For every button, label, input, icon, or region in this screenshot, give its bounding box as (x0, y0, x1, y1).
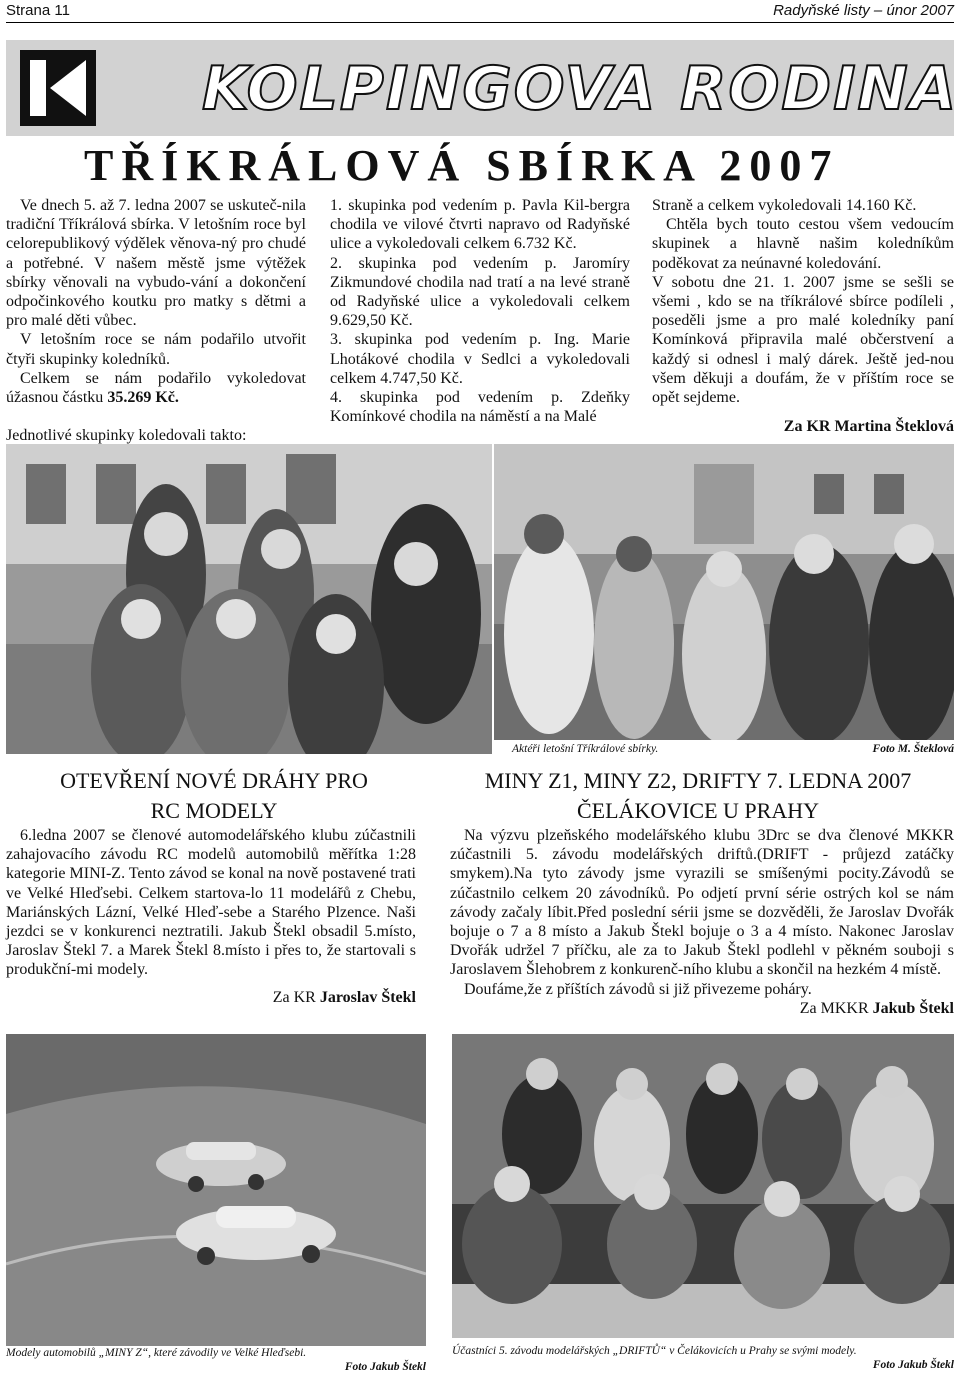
photo-caption (452, 1344, 954, 1372)
photo-rc-cars (6, 1034, 426, 1346)
journal-issue: Radyňské listy – únor 2007 (773, 2, 954, 19)
paragraph: 4. skupinka pod vedením p. Zdeňky Komínkové chodila na náměstí a na Malé (330, 389, 630, 426)
photo-carolers-group (6, 444, 492, 754)
paragraph: Chtěla bych touto cestou všem vedoucím skupinek a hlavně našim koledníkům poděkovat za neúnavné koledování. (652, 216, 954, 272)
article1-column3 (652, 196, 954, 436)
paragraph: V letošním roce se nám podařilo utvořit čtyři skupinky koledníků. (6, 331, 306, 368)
article-title: TŘÍKRÁLOVÁ SBÍRKA 2007 (84, 141, 840, 190)
section-name: KOLPINGOVA RODINA (202, 54, 959, 124)
paragraph: Ve dnech 5. až 7. ledna 2007 se uskuteč-nila tradiční Tříkrálová sbírka. V letošním roce byl celorepublikový výdělek věnova-ný pro chudé a potřebné. V našem městě jsme výtěžek sbírky věnovali na vybudo-vání a dokončení odpočinkového koutku pro matky s dětmi a pro malé děti vůbec. (6, 197, 306, 330)
caption-text: Modely automobilů „MINY Z“, které závodily ve Velké Hleďsebi. (6, 1347, 307, 1359)
paragraph: Na výzvu plzeňského modelářského klubu 3Drc se dva členové MKKR zúčastnili 5. závodu modelářských driftů.(DRIFT - průjezd zatáčky smykem).Na tyto závody jsme vyrazili se smíšenými pocity.Závodů se zúčastnilo celkem 20 závodníků. Po odjetí první série ostrých kol se nám závody začaly líbit.Před poslední sérii jsme se dozvěděli, že Jaroslav Dvořák bojuje o 7 a 8 místo a Jakub Štekl bojuje o 3 a 4 místo. Nakonec Jaroslav Dvořák udržel 7 příčku, ale za to Jakub Štekl podlehl v pěkném souboji s Jaroslavem Šlehobrem z konkurenč-ního klubu a skončil na hezkém 4 místě. (450, 827, 954, 979)
caption-text: Účastníci 5. závodu modelářských „DRIFTŮ“ v Čelákovicích u Prahy se svými modely. (452, 1345, 857, 1357)
photo-credit: Foto Jakub Štekl (344, 1361, 426, 1373)
page-number: Strana 11 (6, 2, 70, 19)
paragraph: Doufáme,že z příštích závodů si již přivezeme poháry. (464, 980, 812, 998)
photo-credit: Foto Jakub Štekl (872, 1359, 954, 1371)
signature: Za KR Jaroslav Štekl (272, 988, 416, 1006)
running-header (6, 0, 954, 23)
kolping-logo (20, 50, 96, 126)
photo-carolers-street (494, 444, 954, 740)
article3-body (450, 826, 954, 1018)
photo-caption (6, 1346, 426, 1372)
article2-body (6, 826, 416, 1007)
article3-title: MINY Z1, MINY Z2, DRIFTY 7. LEDNA 2007 ČELÁKOVICE U PRAHY (484, 768, 912, 823)
article1-column2 (330, 196, 630, 426)
total-amount: 35.269 Kč. (107, 389, 179, 407)
paragraph: 3. skupinka pod vedením p. Ing. Marie Lhotákové chodila v Sedlci a vykoledovali celkem 4.747,50 Kč. (330, 331, 630, 387)
caption-text: Aktéři letošní Tříkrálové sbírky. (512, 743, 659, 755)
paragraph: Straně a celkem vykoledovali 14.160 Kč. (652, 197, 917, 214)
photo-credit: Foto M. Šteklová (872, 743, 954, 755)
signature: Za KR Martina Šteklová (783, 418, 954, 436)
photo-caption (512, 742, 954, 756)
article2-title: OTEVŘENÍ NOVÉ DRÁHY PRO RC MODELY (60, 768, 368, 823)
section-banner (6, 40, 959, 136)
paragraph: Celkem se nám podařilo vykoledovat úžasnou částku 35.269 Kč. (6, 369, 306, 407)
paragraph: Jednotlivé skupinky koledovali takto: (6, 427, 247, 445)
paragraph: 2. skupinka pod vedením p. Jaromíry Zikmundové chodila nad tratí a na levé straně od Radyňské ulice a vykoledovali celkem 9.629,50 Kč. (330, 254, 630, 330)
paragraph: 1. skupinka pod vedením p. Pavla Kil-bergra chodila ve vilové čtvrti napravo od Radyňské ulice a vykoledovali celkem 6.732 Kč. (330, 197, 630, 253)
signature: Za MKKR Jakub Štekl (799, 999, 954, 1017)
paragraph: V sobotu dne 21. 1. 2007 jsme se sešli se všemi , kdo se na tříkrálové sbírce podíleli , poseděli jsme a pro malé koledníky paní Komínková připravila malé občerstvení a každý si odnesl i malý dárek. Ještě jed-nou všem děkuji a doufám, že v příštím roce se opět sejdeme. (652, 273, 954, 407)
photo-drift-participants (452, 1034, 954, 1338)
paragraph: 6.ledna 2007 se členové automodelářského klubu zúčastnili zahajovacího závodu RC modelů automobilů měřítka 1:28 kategorie MINI-Z. Tento závod se konal na nově postavené trati ve Velké Hleďsebi. Celkem startova-lo 11 modelářů z Chebu, Mariánských Lázní, Velké Hleď-sebe a Starého Plzence. Naši jezdci se v konkurenci neztratili. Jakub Štekl obsadil 5.místo, Jaroslav Štekl 7. a Marek Štekl 8.místo i přes to, že startovali s produkční-mi modely. (6, 827, 416, 979)
article1-column1 (6, 196, 306, 445)
